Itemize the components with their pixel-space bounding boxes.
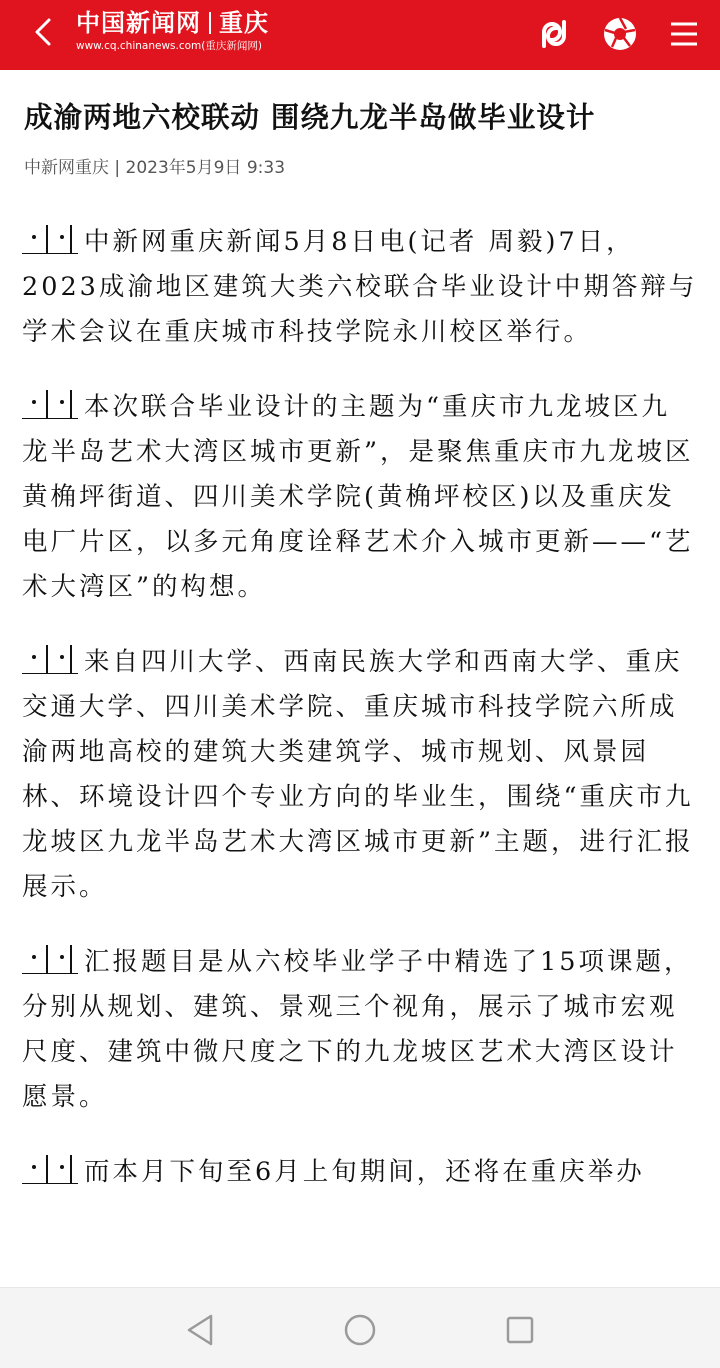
paragraph-indent-mark: [22, 941, 78, 974]
paragraph-indent-mark: [22, 221, 78, 254]
logo-region: 重庆: [219, 8, 269, 37]
share-link-icon: [536, 16, 572, 52]
nav-back-button[interactable]: [180, 1310, 220, 1350]
logo-text: 中国新闻网: [76, 8, 201, 37]
paragraph-text: 中新网重庆新闻5月8日电(记者 周毅)7日，2023成渝地区建筑大类六校联合毕业设计中期答辩与学术会议在重庆城市科技学院永川校区举行。: [22, 227, 698, 347]
article-body: [22, 220, 698, 1225]
photo-button[interactable]: [600, 14, 640, 54]
top-header-bar: [0, 0, 720, 70]
article-paragraph: [22, 1150, 698, 1195]
paragraph-text: 来自四川大学、西南民族大学和西南大学、重庆交通大学、四川美术学院、重庆城市科技学院六所成渝两地高校的建筑大类建筑学、城市规划、风景园林、环境设计四个专业方向的毕业生，围绕“重庆市九龙坡区九龙半岛艺术大湾区城市更新”主题，进行汇报展示。: [22, 647, 694, 902]
back-button[interactable]: [28, 12, 58, 52]
logo-url: www.cq.chinanews.com(重庆新闻网): [76, 40, 262, 52]
article-paragraph: [22, 385, 698, 610]
site-logo[interactable]: [76, 8, 269, 53]
logo-title: [76, 8, 269, 38]
nav-recent-button[interactable]: [500, 1310, 540, 1350]
nav-back-icon: [185, 1313, 215, 1347]
paragraph-indent-mark: [22, 641, 78, 674]
paragraph-indent-mark: [22, 386, 78, 419]
nav-home-button[interactable]: [340, 1310, 380, 1350]
paragraph-text: 汇报题目是从六校毕业学子中精选了15项课题，分别从规划、建筑、景观三个视角，展示了城市宏观尺度、建筑中微尺度之下的九龙坡区艺术大湾区设计愿景。: [22, 947, 693, 1112]
paragraph-text: 本次联合毕业设计的主题为“重庆市九龙坡区九龙半岛艺术大湾区城市更新”，是聚焦重庆市九龙坡区黄桷坪街道、四川美术学院(黄桷坪校区)以及重庆发电厂片区，以多元角度诠释艺术介入城市更新——“艺术大湾区”的构想。: [22, 392, 694, 602]
menu-button[interactable]: [664, 14, 704, 54]
menu-icon: [669, 20, 699, 48]
article-title: 成渝两地六校联动 围绕九龙半岛做毕业设计: [24, 100, 596, 134]
nav-recent-icon: [504, 1314, 536, 1346]
article-meta: 中新网重庆 | 2023年5月9日 9:33: [24, 158, 286, 178]
nav-home-icon: [343, 1313, 377, 1347]
article-paragraph: [22, 220, 698, 355]
paragraph-text: 而本月下旬至6月上旬期间，还将在重庆举办: [84, 1157, 645, 1187]
system-navigation-bar: [0, 1287, 720, 1368]
camera-aperture-icon: [602, 16, 638, 52]
logo-divider: [209, 12, 211, 34]
share-button[interactable]: [534, 14, 574, 54]
back-arrow-icon: [34, 17, 52, 47]
article-paragraph: [22, 940, 698, 1120]
article-paragraph: [22, 640, 698, 910]
paragraph-indent-mark: [22, 1151, 78, 1184]
